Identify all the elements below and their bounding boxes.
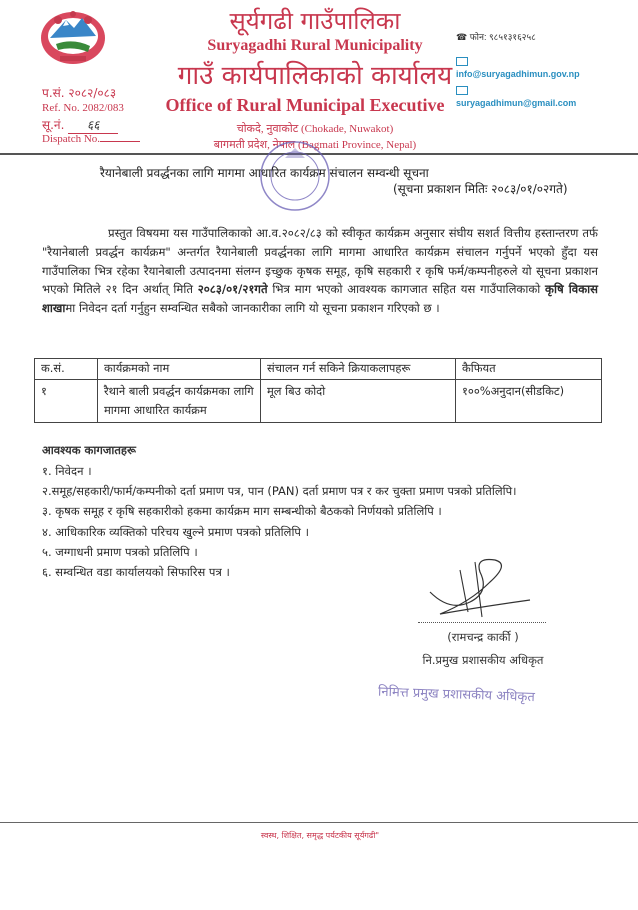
notice-body-part-3: मा निवेदन दर्ता गर्नुहुन सम्वन्धित सबैको जानकारीका लागि यो सूचना प्रकाशन गरिएको छ ।	[65, 301, 440, 316]
phone-number: फोन: ९८५१३१६२५८	[469, 32, 536, 42]
cell-remarks: १००%अनुदान(सीडकिट)	[456, 380, 602, 423]
notice-body-part-1: प्रस्तुत विषयमा यस गाउँपालिकाको आ.व.२०८२/८३ को स्वीकृत कार्यक्रम अनुसार संघीय सशर्त वित्तीय हस्तान्तरण तर्फ "रैयानेबाली प्रवर्द्धन कार्यक्रम" अन्तर्गत रैयानेबाली प्रवर्द्धनका लागि मागमा आधारित कार्यक्रम संचालन गर्नुपर्ने भएको हुँदा यस गाउँपालिका भित्र रहेका रैयानेबाली उत्पादनमा संलग्न इच्छुक कृषक समूह, कृषि सहकारी र कृषि फर्म/कम्पनीहरुले यो सूचना प्रकाशन भएको मितिले २१ दिन अर्थात् मिति	[42, 226, 598, 297]
phone-icon: ☎	[456, 32, 468, 42]
publication-date: (सूचना प्रकाशन मितिः २०८३/०१/०२गते)	[393, 182, 568, 196]
column-header-program-name: कार्यक्रमको नाम	[98, 359, 261, 380]
deadline-date: २०८३/०१/२१गते	[197, 282, 268, 297]
nepal-emblem-logo	[38, 8, 108, 66]
notice-subject: रैयानेबाली प्रवर्द्धनका लागि मागमा आधारित कार्यक्रम संचालन सम्वन्धी सूचना	[100, 166, 429, 180]
notice-body	[42, 224, 598, 318]
list-item: ४. आधिकारिक व्यक्तिको परिचय खुल्ने प्रमाण पत्रको प्रतिलिपि ।	[42, 524, 309, 539]
signatory-name: (रामचन्द्र कार्की )	[447, 630, 519, 644]
required-documents-title: आवश्यक कागजातहरू	[42, 443, 136, 457]
program-table	[34, 358, 602, 423]
column-header-remarks: कैफियत	[456, 359, 602, 380]
cell-activities: मूल बिउ कोदो	[261, 380, 456, 423]
agriculture-branch: कृषि विकास शाखा	[42, 282, 598, 316]
dispatch-number-nepali	[42, 116, 118, 134]
email-gmail[interactable]: suryagadhimun@gmail.com	[456, 98, 577, 108]
dispatch-number-value: ६६	[68, 116, 118, 134]
footer-divider	[0, 822, 638, 823]
municipality-title-nepali: सूर्यगढी गाउँपालिका	[229, 7, 401, 35]
list-item: १. निवेदन ।	[42, 464, 92, 478]
office-title-nepali: गाउँ कार्यपालिकाको कार्यालय	[177, 61, 453, 91]
handwritten-signature	[420, 552, 540, 624]
dispatch-label-english: Dispatch No.	[42, 133, 101, 145]
municipality-title-english: Suryagadhi Rural Municipality	[207, 37, 423, 54]
signatory-title: नि.प्रमुख प्रशासकीय अधिकृत	[422, 653, 544, 667]
list-item: २.समूह/सहकारी/फार्म/कम्पनीको दर्ता प्रमाण पत्र, पान (PAN) दर्ता प्रमाण पत्र र कर चुक्ता प्रमाण पत्रको प्रतिलिपि।	[42, 484, 517, 499]
footer-motto: स्वस्थ, शिक्षित, समृद्ध पर्यटकीय सूर्यगढी"	[260, 831, 380, 840]
dispatch-label-nepali: सू.नं.	[42, 118, 65, 132]
cell-serial: १	[35, 380, 98, 423]
email-icon	[456, 86, 468, 95]
list-item: ३. कृषक समूह र कृषि सहकारीको हकमा कार्यक्रम माग सम्बन्धीको बैठकको निर्णयको प्रतिलिपि ।	[42, 504, 442, 519]
list-item: ५. जग्गाधनी प्रमाण पत्रको प्रतिलिपि ।	[42, 544, 198, 559]
notice-body-part-2: भित्र माग भएको आवश्यक कागजात सहित यस गाउँपालिकाको	[272, 282, 541, 297]
reference-number-nepali: प.सं. २०८२/०८३	[42, 86, 117, 100]
address-line-2: बागमती प्रदेश, नेपाल (Bagmati Province, Nepal)	[213, 139, 417, 151]
column-header-serial: क.सं.	[35, 359, 98, 380]
table-row	[35, 380, 602, 423]
dispatch-number-english	[42, 133, 140, 145]
email-official[interactable]: info@suryagadhimun.gov.np	[456, 69, 580, 79]
phone-contact	[456, 30, 536, 43]
email-icon	[456, 57, 468, 66]
designation-seal: निमित्त प्रमुख प्रशासकीय अधिकृत	[377, 684, 536, 706]
address-line-1: चोकदे, नुवाकोट (Chokade, Nuwakot)	[236, 123, 394, 135]
table-header-row	[35, 359, 602, 380]
list-item: ६. सम्वन्धित वडा कार्यालयको सिफारिस पत्र ।	[42, 565, 230, 580]
cell-program-name: रैथाने बाली प्रवर्द्धन कार्यक्रमका लागि मागमा आधारित कार्यक्रम	[98, 380, 261, 423]
reference-number-english: Ref. No. 2082/083	[42, 102, 124, 114]
signature-line	[418, 622, 546, 623]
column-header-activities: संचालन गर्न सकिने क्रियाकलापहरू	[261, 359, 456, 380]
dispatch-blank-line	[100, 141, 140, 142]
office-title-english: Office of Rural Municipal Executive	[165, 95, 445, 115]
